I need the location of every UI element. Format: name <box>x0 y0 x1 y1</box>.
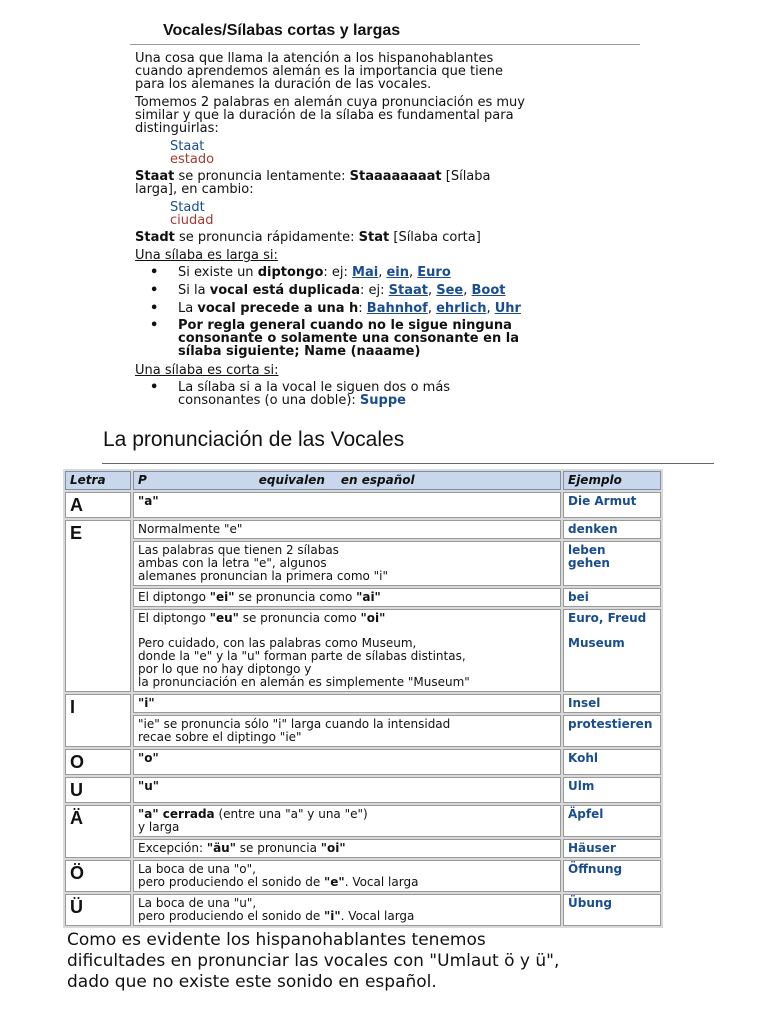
desc-cell <box>133 894 561 926</box>
desc-text: . Vocal larga <box>340 909 415 923</box>
word-staat: Staat <box>170 139 205 154</box>
intro1-line: cuando aprendemos alemán es la importancia que tiene <box>135 64 503 79</box>
letter-cell: Ü <box>65 894 131 926</box>
desc-cell <box>133 777 561 803</box>
stadt-bold: Stadt <box>135 230 175 245</box>
staat-text3: larga], en cambio: <box>135 182 254 197</box>
item-bold: vocal precede a una h <box>197 301 359 316</box>
item-bold-line: Por regla general cuando no le sigue ninguna <box>178 318 512 333</box>
link-suppe[interactable]: Suppe <box>359 393 406 408</box>
table-row <box>65 694 661 713</box>
intro2-line: similar y que la duración de la sílaba es fundamental para <box>135 108 514 123</box>
item-text: : ej: <box>360 283 389 298</box>
desc-line: Pero cuidado, con las palabras como Museum, <box>138 636 417 650</box>
staat-long: Staaaaaaaat <box>349 169 442 184</box>
letter-cell: U <box>65 777 131 803</box>
example-text: leben <box>568 543 606 557</box>
example-cell: Übung <box>563 894 661 926</box>
staat-bold: Staat <box>135 169 175 184</box>
footer-line: Como es evidente los hispanohablantes tenemos <box>67 930 486 950</box>
link-euro[interactable]: Euro <box>417 265 451 280</box>
example-cell: protestieren <box>563 715 661 747</box>
staat-text2: [Sílaba <box>441 169 491 184</box>
header-pronunciation <box>133 471 561 490</box>
example-cell: Kohl <box>563 749 661 775</box>
stadt-text: se pronuncia rápidamente: <box>174 230 359 245</box>
header-esp: en español <box>340 473 415 487</box>
desc-text: se pronuncia como <box>238 611 361 625</box>
footer-line: dado que no existe este sonido en español. <box>67 972 437 992</box>
desc-line: por lo que no hay diptongo y <box>138 662 312 676</box>
table-row <box>65 805 661 837</box>
stadt-text2: [Sílaba corta] <box>389 230 481 245</box>
word-stadt: Stadt <box>170 200 205 215</box>
intro1-line: para los alemanes la duración de las vocales. <box>135 77 432 92</box>
desc-line: la pronunciación en alemán es simplemente "Museum" <box>138 675 470 689</box>
item-text: Si la <box>178 283 210 298</box>
staat-text: se pronuncia lentamente: <box>174 169 350 184</box>
desc-bold: "eu" <box>209 611 239 625</box>
link-bahnhof[interactable]: Bahnhof <box>366 301 428 316</box>
intro-paragraph-2 <box>135 96 525 135</box>
item-bold: diptongo <box>257 265 324 280</box>
desc-bold: "a" cerrada <box>138 807 215 821</box>
desc-cell <box>133 588 561 607</box>
link-staat[interactable]: Staat <box>388 283 428 298</box>
letter-cell: E <box>65 520 131 692</box>
table-row <box>65 609 661 692</box>
item-text: La <box>178 301 198 316</box>
example-cell: Insel <box>563 694 661 713</box>
desc-cell <box>133 541 561 586</box>
intro2-line: Tomemos 2 palabras en alemán cuya pronunciación es muy <box>135 95 525 110</box>
item-bold: vocal está duplicada <box>209 283 360 298</box>
desc-line: alemanes pronuncian la primera como "i" <box>138 569 389 583</box>
example-text: gehen <box>568 556 610 570</box>
letter-cell: Ä <box>65 805 131 858</box>
desc-bold: "i" <box>324 909 341 923</box>
section-title-pronunciacion: La pronunciación de las Vocales <box>103 428 405 451</box>
stadt-explanation <box>135 231 481 244</box>
letter-cell: A <box>65 492 131 518</box>
desc-cell <box>133 492 561 518</box>
table-row <box>65 492 661 518</box>
desc-line: La boca de una "o", <box>138 862 256 876</box>
header-p: P <box>138 473 147 487</box>
desc-bold: "ei" <box>209 590 235 604</box>
desc-bold: "oi" <box>320 841 346 855</box>
example-cell: Öffnung <box>563 860 661 892</box>
desc-bold: "e" <box>324 875 345 889</box>
item-text: : ej: <box>323 265 353 280</box>
desc-line: donde la "e" y la "u" forman parte de sílabas distintas, <box>138 649 466 663</box>
bullet-icon: • <box>150 283 159 298</box>
table-header-row <box>65 471 661 490</box>
letter-cell: I <box>65 694 131 747</box>
example-cell: Äpfel <box>563 805 661 837</box>
desc-bold: "ai" <box>356 590 381 604</box>
table-row <box>65 520 661 539</box>
item-text: Si existe un <box>178 265 258 280</box>
desc-text: . Vocal larga <box>344 875 419 889</box>
desc-text: "a" <box>138 494 159 508</box>
example-cell: Die Armut <box>563 492 661 518</box>
desc-text: El diptongo <box>138 611 210 625</box>
link-boot[interactable]: Boot <box>471 283 506 298</box>
item-text: La sílaba si a la vocal le siguen dos o más <box>178 380 451 395</box>
example-cell <box>563 609 661 692</box>
desc-cell <box>133 694 561 713</box>
item-bold-line: consonante o solamente una consonante en la <box>178 331 519 346</box>
link-see[interactable]: See <box>436 283 464 298</box>
desc-line: ambas con la letra "e", algunos <box>138 556 327 570</box>
desc-line: Las palabras que tienen 2 sílabas <box>138 543 339 557</box>
link-ehrlich[interactable]: ehrlich <box>436 301 487 316</box>
staat-explanation <box>135 170 491 196</box>
desc-cell <box>133 715 561 747</box>
corta-heading: Una sílaba es corta si: <box>135 363 279 378</box>
bullet-icon: • <box>150 318 159 333</box>
link-ein[interactable]: ein <box>386 265 410 280</box>
example-cell: Häuser <box>563 839 661 858</box>
title-divider <box>130 44 640 45</box>
letter-cell: Ö <box>65 860 131 892</box>
desc-cell <box>133 860 561 892</box>
header-letra: Letra <box>65 471 131 490</box>
section2-divider <box>102 463 714 464</box>
desc-cell <box>133 609 561 692</box>
bullet-icon: • <box>150 301 159 316</box>
footer-line: dificultades en pronunciar las vocales con "Umlaut ö y ü", <box>67 951 560 971</box>
desc-cell <box>133 805 561 837</box>
vowel-table <box>63 469 663 928</box>
table-row <box>65 541 661 586</box>
intro1-line: Una cosa que llama la atención a los hispanohablantes <box>135 51 494 66</box>
footer-note <box>67 930 727 993</box>
table-row <box>65 839 661 858</box>
larga-heading: Una sílaba es larga si: <box>135 248 278 263</box>
desc-bold: "äu" <box>206 841 236 855</box>
bullet-icon: • <box>150 265 159 280</box>
desc-line: y larga <box>138 820 180 834</box>
link-mai[interactable]: Mai <box>352 265 379 280</box>
desc-text: "u" <box>138 779 160 793</box>
desc-bold: "oi" <box>360 611 386 625</box>
example-text: Museum <box>568 636 625 650</box>
letter-cell: O <box>65 749 131 775</box>
header-ejemplo: Ejemplo <box>563 471 661 490</box>
example-cell: bei <box>563 588 661 607</box>
table-row <box>65 860 661 892</box>
bullet-icon: • <box>150 380 159 395</box>
word-stadt-translation: ciudad <box>170 213 214 228</box>
link-uhr[interactable]: Uhr <box>494 301 521 316</box>
desc-text: (entre una "a" y una "e") <box>214 807 368 821</box>
desc-text: se pronuncia como <box>234 590 357 604</box>
table-row <box>65 777 661 803</box>
desc-cell <box>133 749 561 775</box>
desc-text: pero produciendo el sonido de <box>138 909 325 923</box>
example-cell <box>563 541 661 586</box>
item-text: consonantes (o una doble): <box>178 393 360 408</box>
desc-line: recae sobre el diptingo "ie" <box>138 730 302 744</box>
example-cell: denken <box>563 520 661 539</box>
desc-cell: Normalmente "e" <box>133 520 561 539</box>
table-row <box>65 588 661 607</box>
word-staat-translation: estado <box>170 152 215 167</box>
item-bold-line: sílaba siguiente; Name (naaame) <box>178 344 421 359</box>
desc-text: se pronuncia <box>235 841 321 855</box>
desc-line: La boca de una "u", <box>138 896 257 910</box>
desc-text: El diptongo <box>138 590 210 604</box>
intro-paragraph-1 <box>135 52 503 91</box>
desc-text: pero produciendo el sonido de <box>138 875 325 889</box>
example-text: Euro, Freud <box>568 611 647 625</box>
table-row <box>65 749 661 775</box>
desc-text: "i" <box>138 696 155 710</box>
desc-cell <box>133 839 561 858</box>
header-equiv: equivalen <box>258 473 325 487</box>
intro2-line: distinguirlas: <box>135 121 219 136</box>
desc-text: Excepción: <box>138 841 207 855</box>
table-row <box>65 894 661 926</box>
section-title-vocales: Vocales/Sílabas cortas y largas <box>163 22 401 39</box>
desc-text: "o" <box>138 751 159 765</box>
item-text: : <box>358 301 367 316</box>
example-cell: Ulm <box>563 777 661 803</box>
table-row <box>65 715 661 747</box>
stadt-short: Stat <box>358 230 390 245</box>
desc-line: "ie" se pronuncia sólo "i" larga cuando la intensidad <box>138 717 451 731</box>
